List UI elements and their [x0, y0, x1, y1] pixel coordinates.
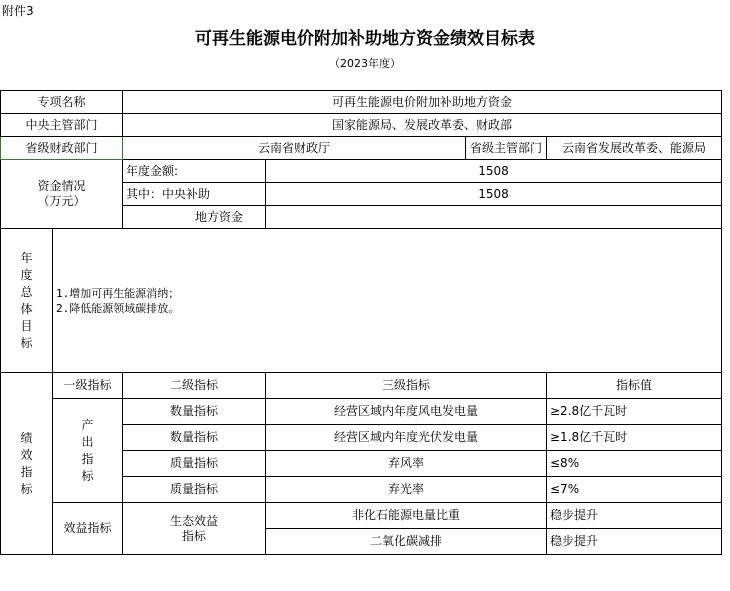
value-cell: ≤7% [547, 477, 722, 503]
performance-table [0, 90, 722, 555]
level3-cell: 经营区域内年度风电发电量 [266, 399, 547, 425]
output-char: 标 [81, 468, 94, 483]
value-cell: 稳步提升 [547, 503, 722, 529]
value-cell: 稳步提升 [547, 529, 722, 555]
goal-char: 度 [20, 267, 33, 282]
funds-label-line2: （万元） [37, 194, 86, 208]
perf-char: 效 [20, 447, 33, 462]
central-dept-value: 国家能源局、发展改革委、财政部 [123, 114, 722, 137]
central-subsidy-label: 其中：中央补助 [123, 183, 266, 206]
level2-cell: 数量指标 [123, 425, 266, 451]
level2-cell: 质量指标 [123, 477, 266, 503]
level3-cell: 弃光率 [266, 477, 547, 503]
annual-amount-label: 年度金额: [123, 160, 266, 183]
prov-finance-label: 省级财政部门 [1, 137, 123, 160]
central-dept-label: 中央主管部门 [1, 114, 123, 137]
funds-label-line1: 资金情况 [37, 179, 86, 193]
local-funds-label: 地方资金 [123, 206, 266, 229]
central-subsidy-value: 1508 [266, 183, 722, 206]
annual-amount-value: 1508 [266, 160, 722, 183]
header-level3: 三级指标 [266, 373, 547, 399]
level3-cell: 弃风率 [266, 451, 547, 477]
perf-char: 指 [20, 464, 33, 479]
header-level2: 二级指标 [123, 373, 266, 399]
prov-dept-value: 云南省发展改革委、能源局 [547, 137, 722, 160]
goal-char: 标 [20, 335, 33, 350]
eco-line1: 生态效益 [169, 513, 218, 528]
goal-char: 目 [20, 318, 33, 333]
perf-char: 标 [20, 481, 33, 496]
benefit-indicator-label: 效益指标 [53, 503, 123, 555]
annual-goal-label [1, 229, 53, 373]
eco-line2: 指标 [181, 528, 206, 543]
prov-finance-value: 云南省财政厅 [123, 137, 466, 160]
goal-char: 年 [20, 250, 33, 265]
year-subtitle: （2023年度） [329, 57, 401, 70]
prov-dept-label: 省级主管部门 [466, 137, 547, 160]
goal-line: 1.增加可再生能源消纳； [56, 286, 180, 300]
project-value: 可再生能源电价附加补助地方资金 [123, 91, 722, 114]
attachment-label: 附件3 [2, 4, 34, 18]
performance-label [1, 373, 53, 555]
output-char: 产 [81, 417, 94, 432]
goal-char: 总 [20, 284, 33, 299]
page-title: 可再生能源电价附加补助地方资金绩效目标表 [195, 29, 535, 49]
output-char: 出 [81, 434, 94, 449]
value-cell: ≤8% [547, 451, 722, 477]
funds-label [1, 160, 123, 229]
level2-cell: 质量指标 [123, 451, 266, 477]
header-value: 指标值 [547, 373, 722, 399]
level2-cell: 数量指标 [123, 399, 266, 425]
level3-cell: 经营区域内年度光伏发电量 [266, 425, 547, 451]
output-indicator-label [53, 399, 123, 503]
header-level1: 一级指标 [53, 373, 123, 399]
value-cell: ≥1.8亿千瓦时 [547, 425, 722, 451]
local-funds-value [266, 206, 722, 229]
level3-cell: 二氧化碳减排 [266, 529, 547, 555]
perf-char: 绩 [20, 430, 33, 445]
level3-cell: 非化石能源电量比重 [266, 503, 547, 529]
goal-char: 体 [20, 301, 33, 316]
project-label: 专项名称 [1, 91, 123, 114]
annual-goal-content [53, 229, 722, 373]
output-char: 指 [81, 451, 94, 466]
value-cell: ≥2.8亿千瓦时 [547, 399, 722, 425]
eco-benefit-label [123, 503, 266, 555]
goal-line: 2.降低能源领域碳排放。 [56, 301, 180, 315]
